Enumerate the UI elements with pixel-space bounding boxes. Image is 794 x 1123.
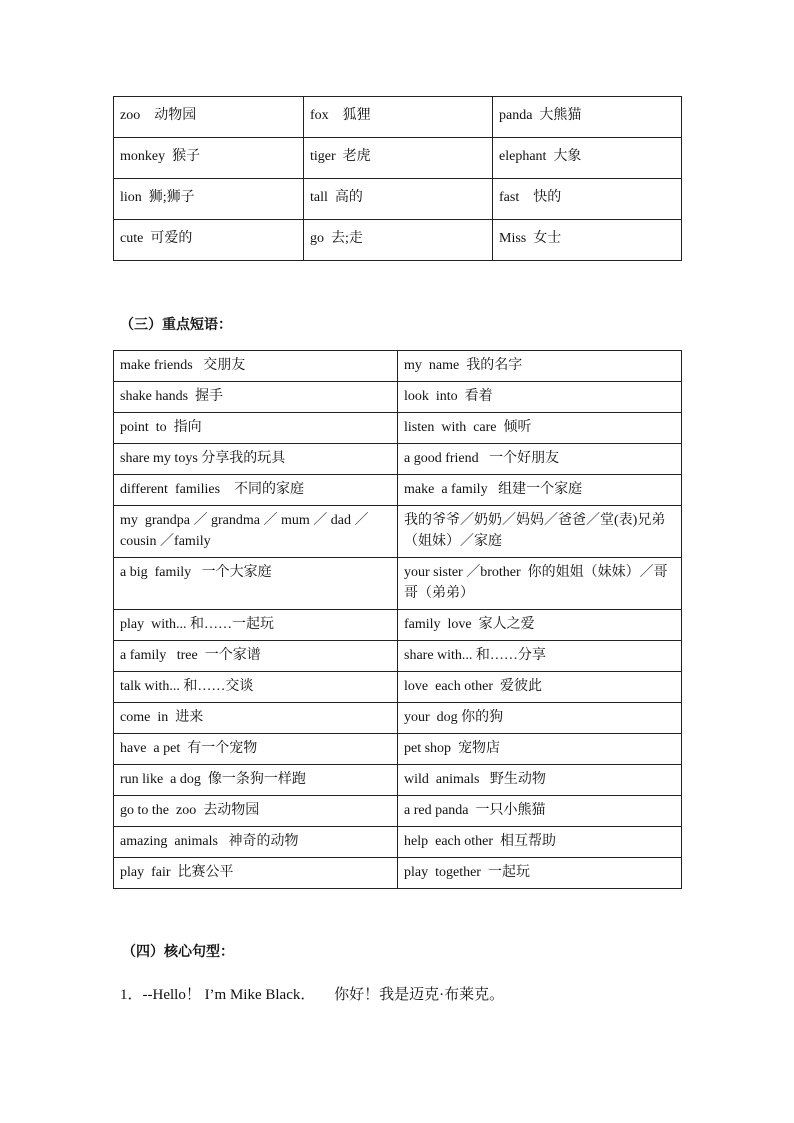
phrase-row [114,475,682,506]
phrase-row [114,827,682,858]
vocab-cell: elephant 大象 [493,138,682,179]
phrase-row [114,734,682,765]
vocab-cell: tall 高的 [304,179,493,220]
phrase-cell: my grandpa ／ grandma ／ mum ／ dad ／ cousin ／family [114,506,398,558]
vocab-cell: fox 狐狸 [304,97,493,138]
phrase-cell: play fair 比赛公平 [114,858,398,889]
key-phrases-table-body [114,351,682,889]
phrase-cell: wild animals 野生动物 [398,765,682,796]
phrase-row [114,382,682,413]
vocab-row [114,179,682,220]
phrase-cell: make a family 组建一个家庭 [398,475,682,506]
phrase-row [114,610,682,641]
phrase-row [114,858,682,889]
vocab-cell: fast 快的 [493,179,682,220]
phrase-cell: run like a dog 像一条狗一样跑 [114,765,398,796]
phrase-cell: make friends 交朋友 [114,351,398,382]
vocab-cell: tiger 老虎 [304,138,493,179]
section-3-heading: （三）重点短语： [120,317,232,333]
section-4-heading: （四）核心句型： [122,944,234,960]
phrase-cell: your sister ／brother 你的姐姐（妹妹）／哥哥（弟弟） [398,558,682,610]
phrase-cell: play with... 和……一起玩 [114,610,398,641]
phrase-cell: go to the zoo 去动物园 [114,796,398,827]
phrase-cell: point to 指向 [114,413,398,444]
vocab-cell: Miss 女士 [493,220,682,261]
phrase-cell: talk with... 和……交谈 [114,672,398,703]
vocab-cell: lion 狮;狮子 [114,179,304,220]
phrase-cell: look into 看着 [398,382,682,413]
phrase-cell: help each other 相互帮助 [398,827,682,858]
phrase-cell: share with... 和……分享 [398,641,682,672]
phrase-cell: shake hands 握手 [114,382,398,413]
phrase-row [114,351,682,382]
phrase-cell: a good friend 一个好朋友 [398,444,682,475]
core-sentence-1: 1．--Hello！ I’m Mike Black． 你好！我是迈克·布莱克。 [120,987,505,1003]
vocab-row [114,97,682,138]
phrase-row [114,444,682,475]
phrase-cell: share my toys 分享我的玩具 [114,444,398,475]
vocab-row [114,138,682,179]
phrase-row [114,672,682,703]
phrase-cell: 我的爷爷／奶奶／妈妈／爸爸／堂(表)兄弟（姐妹）／家庭 [398,506,682,558]
phrase-row [114,558,682,610]
phrase-cell: your dog 你的狗 [398,703,682,734]
vocabulary-table-body [114,97,682,261]
phrase-cell: my name 我的名字 [398,351,682,382]
phrase-cell: a family tree 一个家谱 [114,641,398,672]
phrase-cell: play together 一起玩 [398,858,682,889]
phrase-cell: a red panda 一只小熊猫 [398,796,682,827]
phrase-cell: amazing animals 神奇的动物 [114,827,398,858]
vocab-cell: panda 大熊猫 [493,97,682,138]
vocab-cell: zoo 动物园 [114,97,304,138]
phrase-row [114,703,682,734]
phrase-cell: listen with care 倾听 [398,413,682,444]
vocab-cell: cute 可爱的 [114,220,304,261]
phrase-cell: love each other 爱彼此 [398,672,682,703]
phrase-row [114,413,682,444]
vocab-cell: monkey 猴子 [114,138,304,179]
key-phrases-table [113,350,682,889]
phrase-cell: have a pet 有一个宠物 [114,734,398,765]
vocabulary-table [113,96,682,261]
phrase-cell: come in 进来 [114,703,398,734]
phrase-row [114,641,682,672]
vocab-row [114,220,682,261]
vocab-cell: go 去;走 [304,220,493,261]
phrase-cell: pet shop 宠物店 [398,734,682,765]
phrase-row [114,765,682,796]
phrase-cell: a big family 一个大家庭 [114,558,398,610]
phrase-row [114,796,682,827]
phrase-cell: different families 不同的家庭 [114,475,398,506]
phrase-row [114,506,682,558]
phrase-cell: family love 家人之爱 [398,610,682,641]
